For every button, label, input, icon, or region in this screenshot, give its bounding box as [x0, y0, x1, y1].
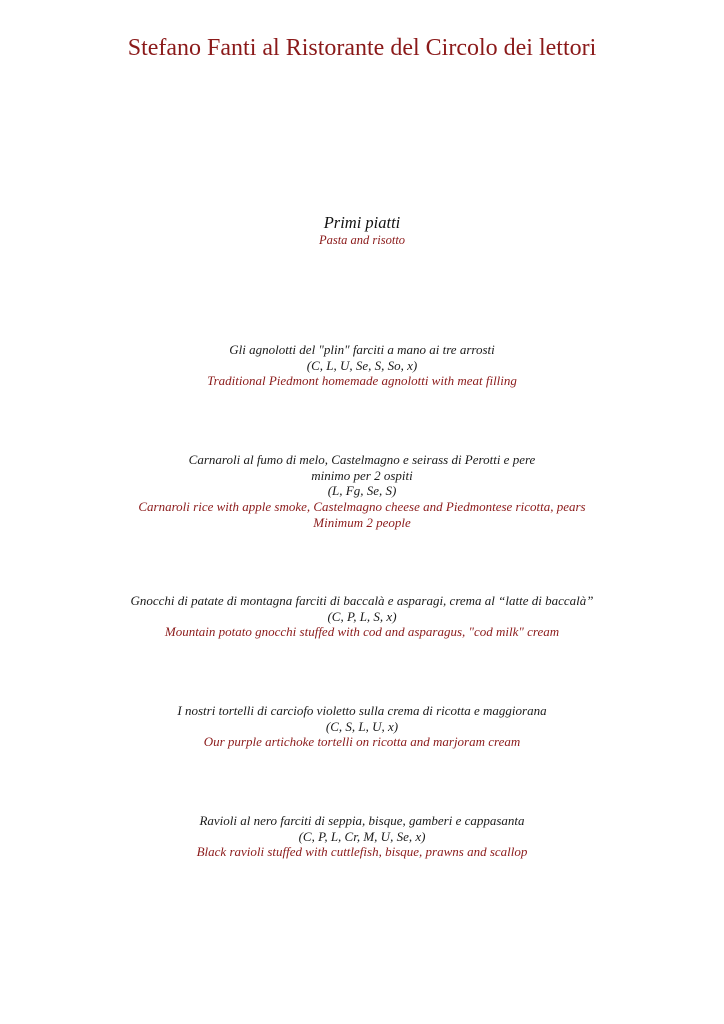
item-name-en: Carnaroli rice with apple smoke, Castelmagno cheese and Piedmontese ricotta, pears [138, 499, 586, 515]
menu-item [0, 452, 724, 531]
item-name-it: I nostri tortelli di carciofo violetto sulla crema di ricotta e maggiorana [177, 703, 547, 718]
menu-item [0, 342, 724, 389]
item-name-en: Our purple artichoke tortelli on ricotta and marjoram cream [203, 734, 521, 750]
item-name-it: Gnocchi di patate di montagna farciti di baccalà e asparagi, crema al “latte di baccalà” [130, 593, 594, 608]
item-name-en: Mountain potato gnocchi stuffed with cod and asparagus, "cod milk" cream [164, 624, 560, 640]
item-allergens: (C, S, L, U, x) [325, 718, 399, 734]
item-name-it: Gli agnolotti del "plin" farciti a mano ai tre arrosti [229, 342, 495, 357]
item-note-en: Minimum 2 people [313, 514, 411, 530]
item-allergens: (L, Fg, Se, S) [327, 483, 397, 499]
menu-item [0, 703, 724, 750]
item-name-en: Traditional Piedmont homemade agnolotti with meat filling [207, 373, 517, 389]
menu-item [0, 813, 724, 860]
item-name-it: Ravioli al nero farciti di seppia, bisque, gamberi e cappasanta [199, 813, 525, 828]
item-name-it: Carnaroli al fumo di melo, Castelmagno e seirass di Perotti e pere [188, 452, 536, 467]
section-header [0, 213, 724, 248]
item-allergens: (C, P, L, S, x) [327, 608, 397, 624]
section-subheading: Pasta and risotto [318, 233, 406, 247]
section-heading: Primi piatti [323, 213, 401, 232]
item-allergens: (C, P, L, Cr, M, U, Se, x) [298, 828, 426, 844]
menu-item [0, 593, 724, 640]
menu-title: Stefano Fanti al Ristorante del Circolo dei lettori [127, 35, 597, 61]
item-name-en: Black ravioli stuffed with cuttlefish, bisque, prawns and scallop [196, 844, 528, 860]
item-allergens: (C, L, U, Se, S, So, x) [306, 357, 418, 373]
item-note-it: minimo per 2 ospiti [311, 467, 413, 483]
